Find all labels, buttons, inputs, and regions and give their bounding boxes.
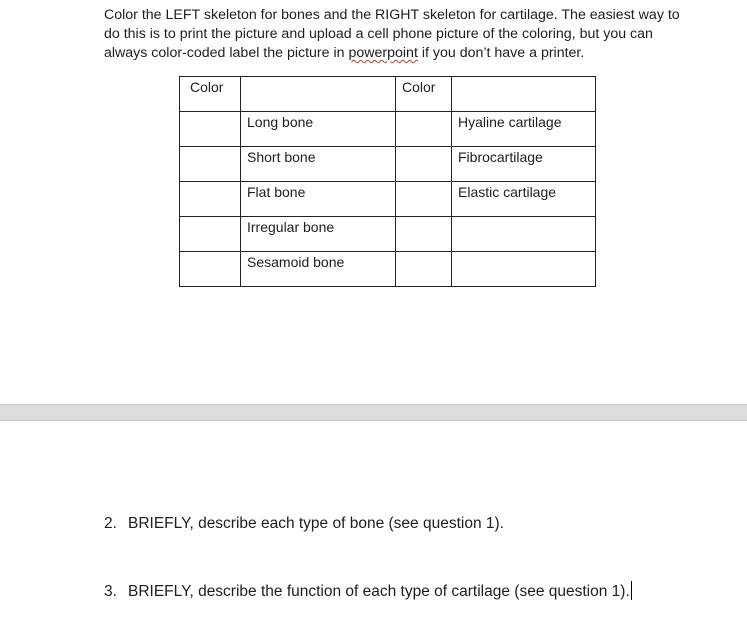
cartilage-type-cell[interactable] [452, 217, 596, 252]
bone-type-cell[interactable]: Long bone [241, 112, 396, 147]
bone-type-cell[interactable]: Flat bone [241, 182, 396, 217]
table-cell[interactable]: Color [396, 77, 452, 112]
cartilage-type-cell[interactable]: Fibrocartilage [452, 147, 596, 182]
question-text: BRIEFLY, describe each type of bone (see question 1). [128, 515, 504, 532]
instructions-line-1: Color the LEFT skeleton for bones and the RIGHT skeleton for cartilage. The easiest way to [104, 7, 680, 23]
bone-type-cell[interactable]: Irregular bone [241, 217, 396, 252]
table-row [180, 252, 596, 287]
bone-type-cell[interactable]: Sesamoid bone [241, 252, 396, 287]
table-row [180, 217, 596, 252]
cartilage-type-cell[interactable] [452, 252, 596, 287]
question-number: 3. [104, 583, 117, 600]
instructions-line-2: do this is to print the picture and upload a cell phone picture of the coloring, but you can [104, 26, 653, 42]
document-page-2 [0, 421, 747, 631]
cartilage-type-cell[interactable]: Elastic cartilage [452, 182, 596, 217]
cartilage-color-cell[interactable] [396, 147, 452, 182]
cartilage-color-cell[interactable] [396, 182, 452, 217]
cartilage-color-cell[interactable] [396, 217, 452, 252]
table-cell[interactable]: Color [180, 77, 241, 112]
bone-color-cell[interactable] [180, 112, 241, 147]
cartilage-color-cell[interactable] [396, 252, 452, 287]
cartilage-color-cell[interactable] [396, 112, 452, 147]
cartilage-type-cell[interactable]: Hyaline cartilage [452, 112, 596, 147]
bone-type-cell[interactable]: Short bone [241, 147, 396, 182]
instructions-paragraph[interactable] [104, 6, 714, 63]
bone-color-cell[interactable] [180, 217, 241, 252]
question-text: BRIEFLY, describe the function of each type of cartilage (see question 1). [128, 583, 630, 600]
table-row [180, 112, 596, 147]
table-row [180, 182, 596, 217]
instructions-line-3-tail: if you don’t have a printer. [417, 45, 585, 61]
question-number: 2. [104, 515, 117, 532]
color-legend-table[interactable] [179, 76, 596, 287]
text-cursor [631, 581, 632, 600]
page-break-gap [0, 404, 747, 421]
question-3[interactable] [104, 581, 632, 601]
bone-color-cell[interactable] [180, 182, 241, 217]
spellcheck-flagged-word[interactable]: powerpoint [348, 45, 418, 61]
question-2[interactable] [104, 515, 504, 533]
table-cell[interactable] [241, 77, 396, 112]
table-row [180, 147, 596, 182]
bone-color-cell[interactable] [180, 147, 241, 182]
table-cell[interactable] [452, 77, 596, 112]
bone-color-cell[interactable] [180, 252, 241, 287]
table-header-row [180, 77, 596, 112]
instructions-line-3: always color-coded label the picture in [104, 45, 349, 61]
